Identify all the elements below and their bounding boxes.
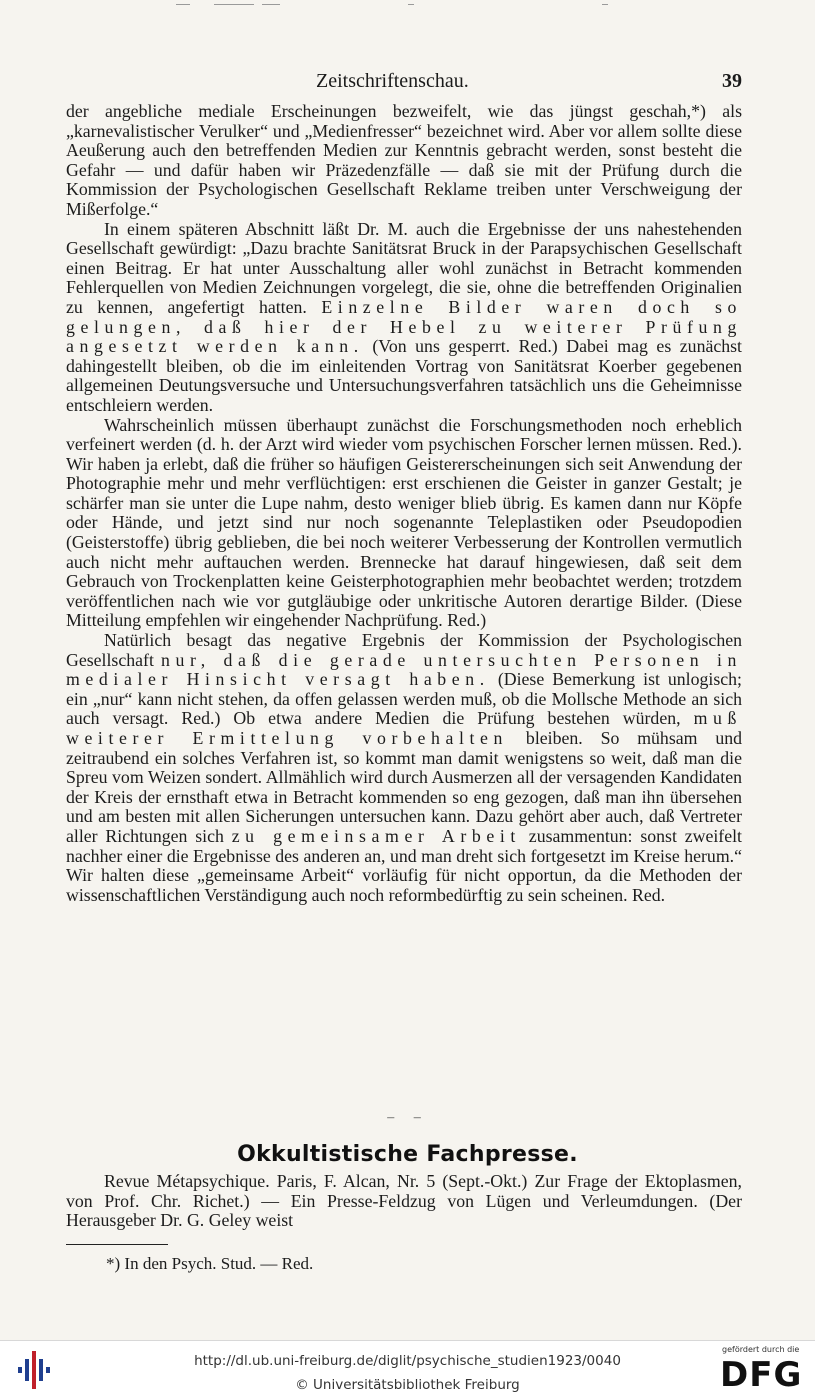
permalink-url[interactable]: http://dl.ub.uni-freiburg.de/diglit/psychische_studien1923/0040: [194, 1353, 621, 1369]
emphasized-text: muß weiterer Ermittelung vorbehalten: [66, 708, 743, 748]
header-title: Zeitschriftenschau.: [316, 70, 469, 92]
running-header: [66, 70, 742, 96]
page-number: 39: [722, 70, 742, 92]
text-run: (Diese Bemerkung ist unlogisch; ein „nur“ kann nicht stehen, da offen gelassen werden muß, ob die Mollsche Methode an sich auch versagt. Red.) Ob etwa andere Medien die Prüfung bestehen würden,: [66, 669, 742, 729]
text-run: zusammentun: sonst zweifelt nachher einer die Ergebnisse des anderen an, und man dreht sich fortgesetzt im Kreise herum.“ Wir halten diese „gemeinsame Arbeit“ vorläufig für nicht opportun, da die Methoden der wissenschaftlichen Verständigung auch noch reformbedürftig zu sein scheinen. Red.: [66, 825, 742, 905]
footnote-rule: [66, 1244, 168, 1245]
section-heading: Okkultistische Fachpresse.: [237, 1142, 578, 1167]
review-entry: [66, 1172, 742, 1231]
text-run: Natürlich besagt das negative Ergebnis der Kommission der Psychologischen Gesellschaft: [66, 630, 742, 670]
text-run: bleiben. So mühsam und zeitraubend ein solches Verfahren ist, so kommt man damit wenigstens so weit, daß man die Spreu vom Weizen sondert. Allmählich wird durch Ausmerzen all der versagenden Kandidaten der Kreis der ernsthaft etwa in Betracht kommenden so eng gezogen, daß man ihn übersehen und am besten mit allen Sicherungen untersuchen kann. Dazu gehört aber auch, daß Vertreter aller Richtungen sich: [66, 728, 743, 846]
copyright-notice: © Universitätsbibliothek Freiburg: [295, 1377, 520, 1393]
paragraph: Revue Métapsychique. Paris, F. Alcan, Nr. 5 (Sept.-Okt.) Zur Frage der Ektoplasmen, von Prof. Chr. Richet.) — Ein Presse-Feldzug von Lügen und Verleumdungen. (Der Herausgeber Dr. G. Geley weist: [66, 1171, 742, 1231]
emphasized-text: zu gemeinsamer Arbeit: [231, 825, 521, 846]
emphasized-text: Einzelne Bilder waren doch so gelungen, daß hier der Hebel zu weiterer Prüfung angesetzt werden kann.: [66, 296, 742, 357]
text-run: In einem späteren Abschnitt läßt Dr. M. auch die Ergebnisse der uns nahestehenden Gesellschaft gewürdigt: „Dazu brachte Sanitätsrat Bruck in der Parapsychischen Gesellschaft einen Beitrag. Er hat unter Ausschaltung aller wohl zunächst in Betracht kommenden Fehlerquellen von Medien Zeichnungen vorgelegt, die sie, ohne die betreffenden Originalien zu kennen, angefertigt hatten.: [66, 218, 742, 317]
footnote: *) In den Psych. Stud. — Red.: [106, 1254, 314, 1273]
paragraph: [66, 631, 742, 905]
article-body: [66, 102, 742, 905]
text-run: (Von uns gesperrt. Red.) Dabei mag es zunächst dahingestellt bleiben, ob die im einleitenden Vortrag von Sanitätsrat Koerber gegebenen allgemeinen Deutungsversuche und Untersuchungsverfahren tatsächlich uns die Geheimnisse entschleiern werden.: [66, 336, 742, 415]
dfg-caption: gefördert durch die: [722, 1345, 800, 1354]
scan-edge-marks: [0, 2, 815, 8]
dfg-logo: [716, 1345, 808, 1397]
emphasized-text: nur, daß die gerade untersuchten Personen in medialer Hinsicht versagt haben.: [66, 649, 742, 690]
paragraph: [66, 220, 742, 416]
paragraph: der angebliche mediale Erscheinungen bezweifelt, wie das jüngst geschah,*) als „karnevalistischer Verulker“ und „Medienfresser“ bezeichnet wird. Aber vor allem sollte diese Aeußerung auch den betreffenden Medien zur Kenntnis gebracht werden, sonst besteht die Gefahr — und dafür haben wir Präzedenzfälle — daß sie mit der Prüfung durch die Kommission der Psychologischen Gesellschaft Reklame treiben unter Verschweigung der Mißerfolge.“: [66, 101, 742, 219]
viewer-footer: [0, 1340, 815, 1399]
paragraph: Wahrscheinlich müssen überhaupt zunächst die Forschungsmethoden noch erheblich verfeinert werden (d. h. der Arzt wird wieder vom psychischen Forscher lernen müssen. Red.). Wir haben ja erlebt, daß die früher so häufigen Geistererscheinungen sich seit Anwendung der Photographie mehr und mehr verflüchtigen: erst erschienen die Geister in ganzer Gestalt; je schärfer man sie unter die Lupe nahm, desto weniger blieb übrig. Es kamen dann nur Köpfe oder Hände, und jetzt sind nur noch sogenannte Teleplastiken oder Pseudopodien (Geisterstoffe) übrig geblieben, die bei noch weiterer Verbesserung der Kontrollen vermutlich auch nicht mehr auftauchen werden. Brennecke hat darauf hingewiesen, daß seit dem Gebrauch von Trockenplatten keine Geisterphotographien mehr beobachtet werden; trotzdem veröffentlichen nach wie vor gutgläubige oder unkritische Autoren derartige Bilder. (Diese Mitteilung empfehlen wir eingehender Nachprüfung. Red.): [66, 414, 742, 631]
dfg-wordmark: DFG: [720, 1355, 803, 1395]
section-separator: – –: [387, 1110, 429, 1125]
